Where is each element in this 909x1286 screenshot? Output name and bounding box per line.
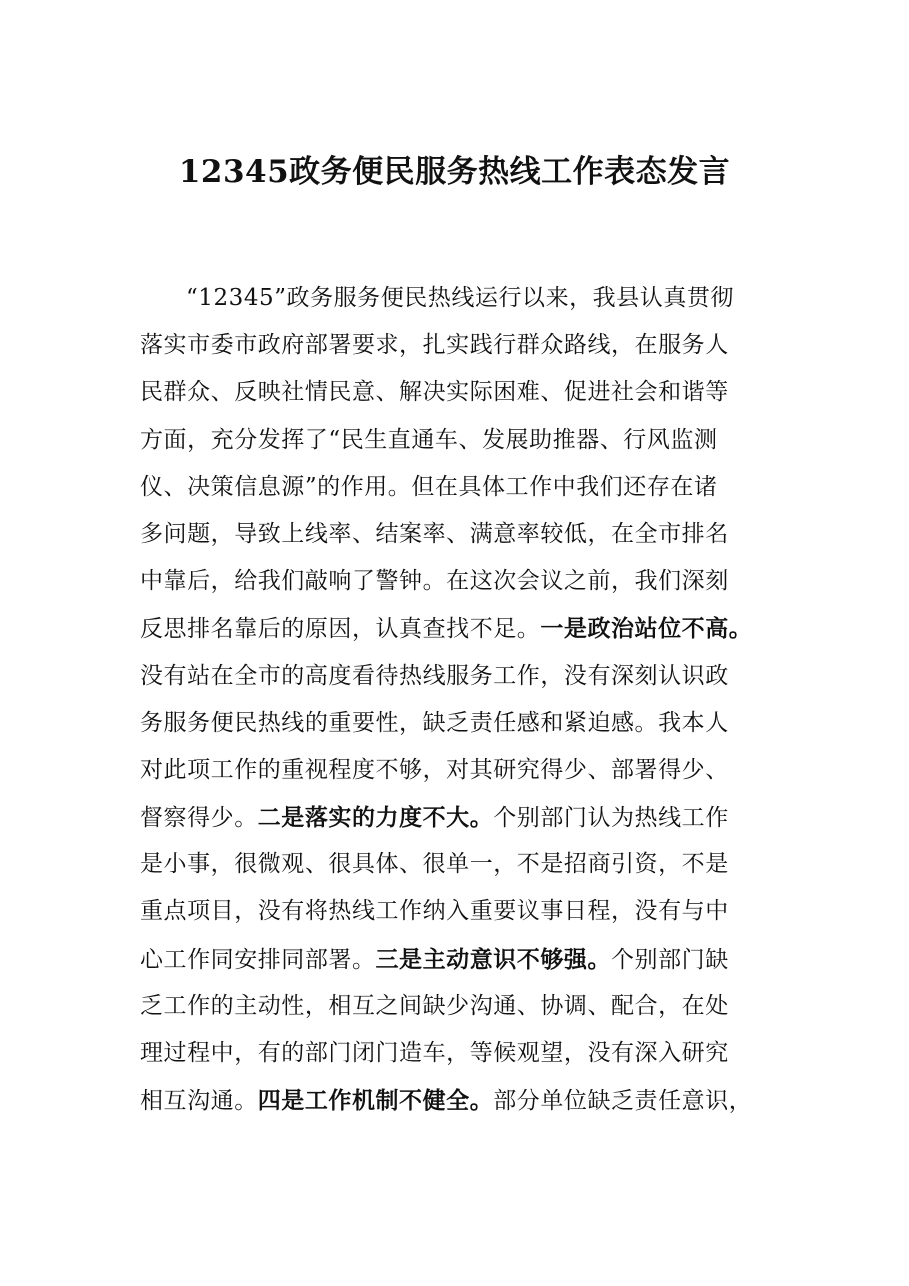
text-run: 民群众、反映社情民意、解决实际困难、促进社会和谐等 [140, 379, 729, 406]
text-run: 理过程中，有的部门闭门造车，等候观望，没有深入研究 [140, 1040, 729, 1066]
text-run: 落实市委市政府部署要求，扎实践行群众路线，在服务人 [140, 332, 729, 359]
text-run: 方面，充分发挥了“民生直通车、发展助推器、行风监测 [140, 426, 718, 453]
text-run: 对此项工作的重视程度不够，对其研究得少、部署得少、 [140, 756, 729, 783]
text-run: 个别部门认为热线工作 [493, 805, 729, 832]
text-run: 多问题，导致上线率、结案率、满意率较低，在全市排名 [140, 520, 729, 547]
text-run: 反思排名靠后的原因，认真查找不足。 [140, 616, 541, 643]
paragraph-line [140, 841, 790, 888]
paragraph-line [140, 1077, 790, 1124]
paragraph-line [140, 417, 790, 464]
paragraph-line [140, 511, 790, 558]
paragraph-line [140, 275, 790, 322]
text-run: 相互沟通。 [140, 1088, 258, 1115]
bold-heading-1: 一是政治站位不高。 [540, 615, 753, 643]
text-run: 务服务便民热线的重要性，缺乏责任感和紧迫感。我本人 [140, 709, 729, 736]
text-run: 督察得少。 [140, 805, 258, 832]
text-run: 仪、决策信息源”的作用。但在具体工作中我们还存在诸 [140, 473, 718, 500]
paragraph-line [140, 888, 790, 935]
paragraph-line [140, 322, 790, 369]
paragraph-line [140, 558, 790, 605]
text-run: 没有站在全市的高度看待热线服务工作，没有深刻认识政 [140, 662, 729, 689]
paragraph-line [140, 747, 790, 794]
text-run: 心工作同安排同部署。 [140, 946, 376, 973]
paragraph-line [140, 369, 790, 416]
text-run: 是小事，很微观、很具体、很单一，不是招商引资，不是 [140, 851, 729, 878]
paragraph-line [140, 700, 790, 747]
paragraph-line [140, 936, 790, 983]
paragraph-line [140, 653, 790, 700]
paragraph-line [140, 1030, 790, 1077]
text-run: 乏工作的主动性，相互之间缺少沟通、协调、配合，在处 [140, 992, 729, 1019]
document-body [140, 275, 790, 1124]
bold-heading-2: 二是落实的力度不大。 [257, 804, 494, 832]
paragraph-line [140, 983, 790, 1030]
document-title: 12345政务便民服务热线工作表态发言 [178, 154, 731, 190]
text-run: 个别部门缺 [611, 946, 729, 973]
paragraph-line [140, 605, 790, 652]
text-run: 部分单位缺乏责任意识， [493, 1088, 753, 1115]
paragraph-line [140, 794, 790, 841]
bold-heading-3: 三是主动意识不够强。 [375, 945, 611, 973]
text-run: 中靠后，给我们敲响了警钟。在这次会议之前，我们深刻 [140, 568, 729, 595]
bold-heading-4: 四是工作机制不健全。 [257, 1087, 494, 1115]
text-run: “12345”政务服务便民热线运行以来，我县认真贯彻 [186, 285, 734, 311]
text-run: 重点项目，没有将热线工作纳入重要议事日程，没有与中 [140, 898, 729, 925]
paragraph-line [140, 464, 790, 511]
